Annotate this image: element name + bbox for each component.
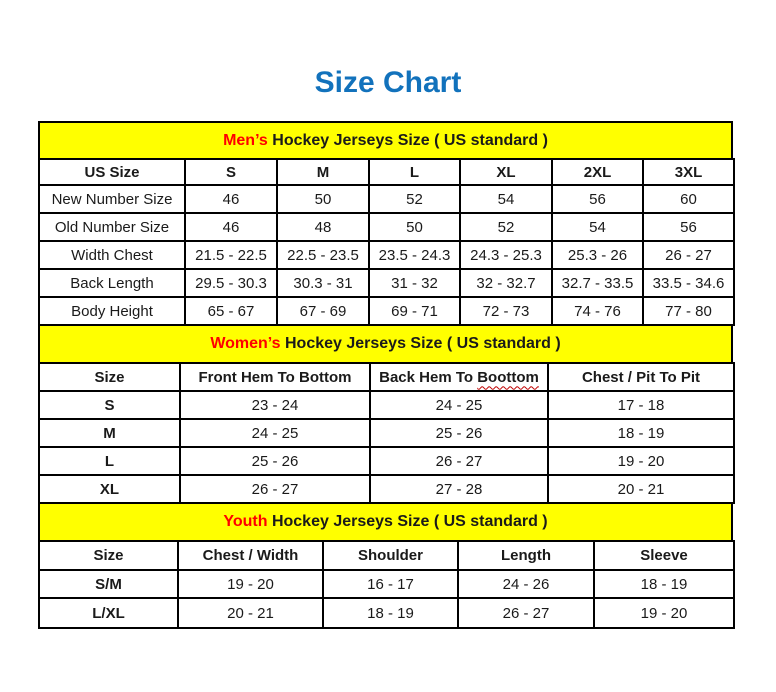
col-header: Size [39,363,180,391]
spellcheck-squiggle-word: Boottom [477,368,539,386]
cell-value: 50 [369,213,460,241]
table-row [39,213,734,241]
cell-value: 60 [643,185,734,213]
col-header: Shoulder [323,541,458,570]
col-header-text: Back Hem To [379,368,478,386]
cell-value: 23 - 24 [180,391,370,419]
cell-value: 32 - 32.7 [460,269,552,297]
page-title: Size Chart [314,66,462,99]
youth-section-banner [38,502,733,542]
cell-value: 19 - 20 [548,447,734,475]
cell-value: 16 - 17 [323,570,458,598]
cell-value: 23.5 - 24.3 [369,241,460,269]
row-label: Back Length [39,269,185,297]
cell-value: 26 - 27 [370,447,548,475]
row-label: S [39,391,180,419]
col-header: 3XL [643,159,734,185]
cell-value: 30.3 - 31 [277,269,369,297]
row-label: Old Number Size [39,213,185,241]
col-header-misspelled [370,363,548,391]
col-header: S [185,159,277,185]
cell-value: 24 - 25 [180,419,370,447]
col-header: 2XL [552,159,643,185]
row-label: L [39,447,180,475]
youth-banner-highlight: Youth [223,513,268,530]
cell-value: 46 [185,213,277,241]
cell-value: 27 - 28 [370,475,548,503]
col-header: Size [39,541,178,570]
table-row [39,241,734,269]
cell-value: 54 [552,213,643,241]
cell-value: 67 - 69 [277,297,369,325]
col-header: Sleeve [594,541,734,570]
cell-value: 24 - 26 [458,570,594,598]
cell-value: 26 - 27 [180,475,370,503]
row-label: L/XL [39,598,178,628]
table-row [39,419,734,447]
col-header: US Size [39,159,185,185]
col-header: M [277,159,369,185]
cell-value: 54 [460,185,552,213]
cell-value: 20 - 21 [548,475,734,503]
cell-value: 77 - 80 [643,297,734,325]
cell-value: 24.3 - 25.3 [460,241,552,269]
cell-value: 74 - 76 [552,297,643,325]
table-row [39,570,734,598]
youth-header-row [39,541,734,570]
cell-value: 26 - 27 [643,241,734,269]
cell-value: 25 - 26 [180,447,370,475]
cell-value: 21.5 - 22.5 [185,241,277,269]
cell-value: 65 - 67 [185,297,277,325]
cell-value: 56 [552,185,643,213]
mens-banner-highlight: Men’s [223,131,268,149]
row-label: New Number Size [39,185,185,213]
cell-value: 33.5 - 34.6 [643,269,734,297]
youth-banner-text: Hockey Jerseys Size ( US standard ) [267,513,548,530]
womens-banner-highlight: Women’s [210,335,281,352]
mens-section-banner [38,121,733,160]
table-row [39,598,734,628]
womens-section-banner [38,324,733,364]
table-row [39,475,734,503]
cell-value: 18 - 19 [594,570,734,598]
cell-value: 17 - 18 [548,391,734,419]
table-row [39,185,734,213]
col-header: Length [458,541,594,570]
table-row [39,447,734,475]
size-chart [38,121,733,629]
cell-value: 25 - 26 [370,419,548,447]
col-header: L [369,159,460,185]
col-header: XL [460,159,552,185]
cell-value: 25.3 - 26 [552,241,643,269]
col-header: Chest / Pit To Pit [548,363,734,391]
cell-value: 31 - 32 [369,269,460,297]
mens-banner-text: Hockey Jerseys Size ( US standard ) [267,131,548,149]
row-label: Body Height [39,297,185,325]
cell-value: 46 [185,185,277,213]
womens-header-row [39,363,734,391]
cell-value: 20 - 21 [178,598,323,628]
table-row [39,269,734,297]
cell-value: 18 - 19 [323,598,458,628]
cell-value: 29.5 - 30.3 [185,269,277,297]
cell-value: 56 [643,213,734,241]
cell-value: 69 - 71 [369,297,460,325]
cell-value: 32.7 - 33.5 [552,269,643,297]
cell-value: 19 - 20 [594,598,734,628]
womens-size-table [38,362,735,504]
womens-banner-text: Hockey Jerseys Size ( US standard ) [280,335,561,352]
table-row [39,297,734,325]
mens-header-row [39,159,734,185]
mens-size-table [38,158,735,326]
row-label: XL [39,475,180,503]
cell-value: 19 - 20 [178,570,323,598]
cell-value: 48 [277,213,369,241]
row-label: M [39,419,180,447]
row-label: Width Chest [39,241,185,269]
cell-value: 24 - 25 [370,391,548,419]
table-row [39,391,734,419]
cell-value: 72 - 73 [460,297,552,325]
cell-value: 50 [277,185,369,213]
youth-size-table [38,540,735,629]
col-header: Chest / Width [178,541,323,570]
col-header: Front Hem To Bottom [180,363,370,391]
cell-value: 22.5 - 23.5 [277,241,369,269]
cell-value: 52 [460,213,552,241]
cell-value: 52 [369,185,460,213]
cell-value: 26 - 27 [458,598,594,628]
row-label: S/M [39,570,178,598]
cell-value: 18 - 19 [548,419,734,447]
